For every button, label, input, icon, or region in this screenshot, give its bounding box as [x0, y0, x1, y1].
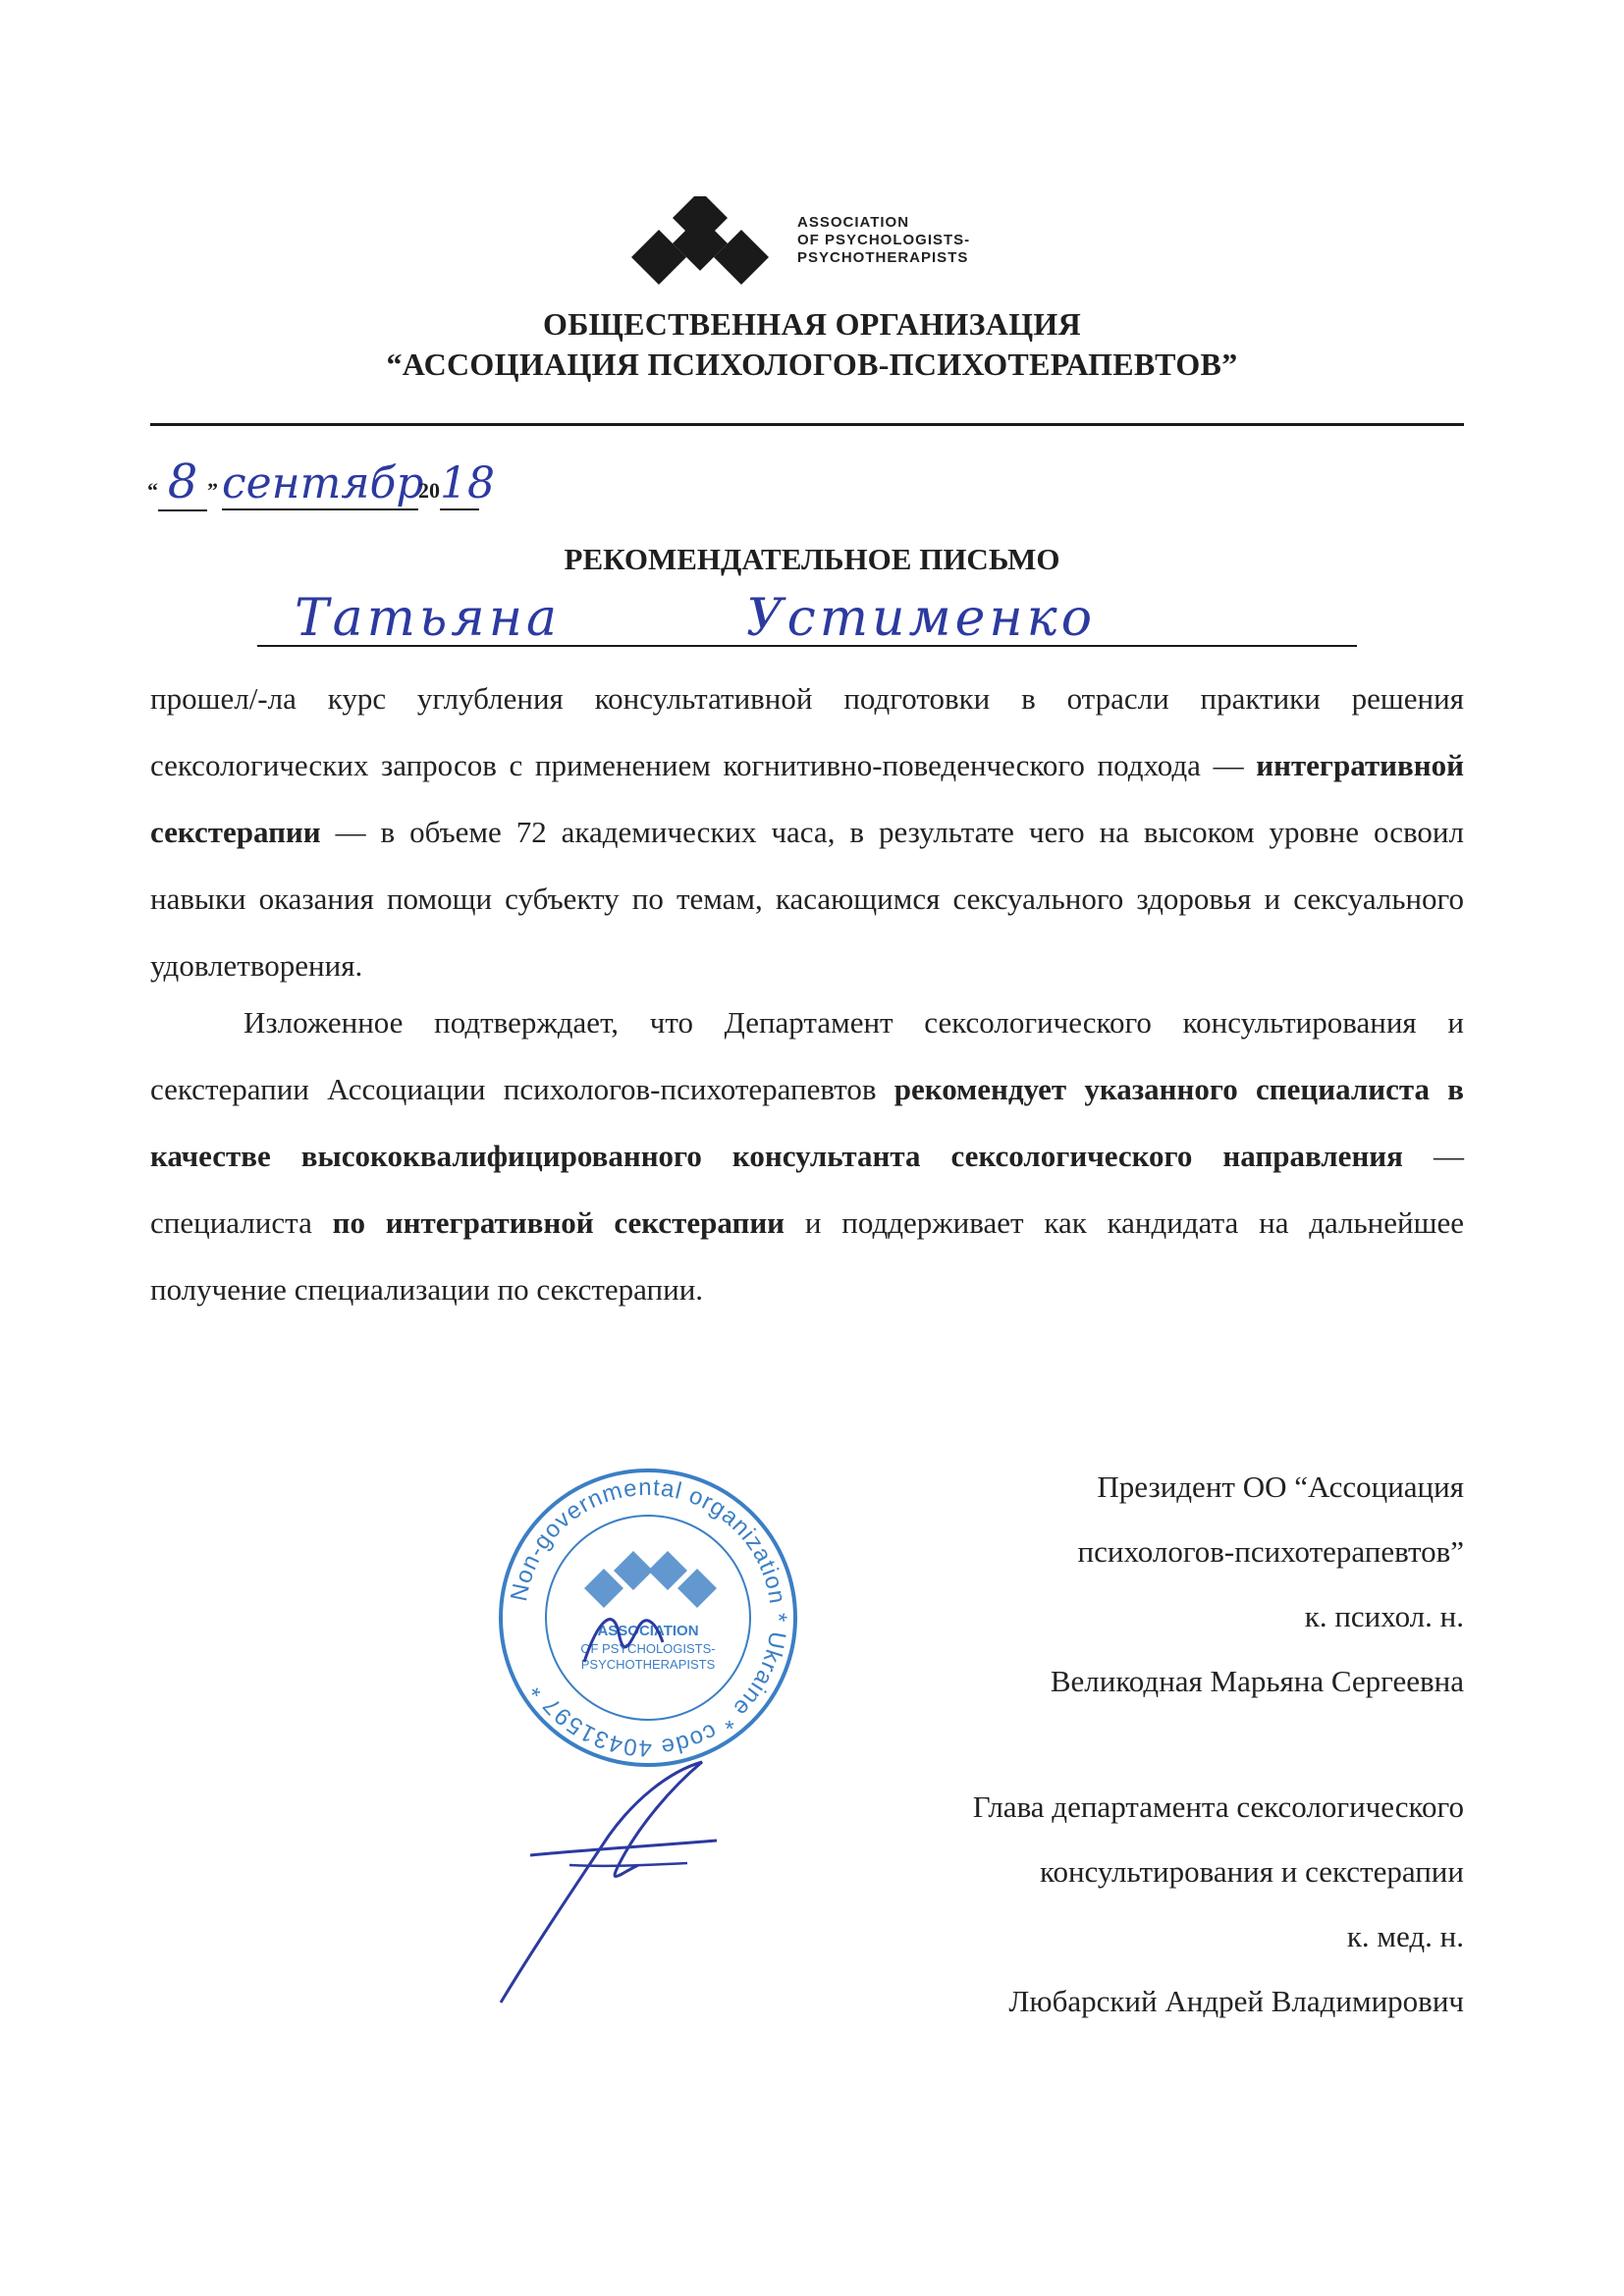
p1-text-b: — в объеме 72 академических часа, в результате чего на высоком уровне освоил навыки оказания помощи субъекту по темам, касающимся сексуального здоровья и сексуального удовлетворения.	[150, 815, 1464, 983]
logo-line-1: ASSOCIATION	[797, 214, 910, 231]
body-paragraph-2	[150, 989, 1464, 1323]
date-close-quote: ”	[207, 478, 218, 503]
date-month: сентябр	[222, 458, 424, 508]
handwritten-signature	[461, 1757, 776, 2012]
recipient-last-name: Устименко	[746, 589, 1096, 648]
p2-bold-1: рекомендует указанного специалиста в качестве высококвалифицированного консультанта сексологического направления	[150, 1072, 1464, 1173]
logo-text	[797, 214, 970, 267]
p1-bold: интегративной секстерапии	[150, 748, 1464, 849]
head-degree: к. мед. н.	[1346, 1919, 1464, 1953]
head-title-line-2: консультирования и секстерапии	[1039, 1854, 1464, 1889]
logo-line-3: PSYCHOTHERAPISTS	[797, 249, 969, 266]
president-signature-block	[1051, 1455, 1464, 1714]
body-paragraph-1	[150, 666, 1464, 999]
date-day: 8	[158, 454, 207, 511]
association-logo-icon	[631, 196, 769, 285]
p2-text-a: Изложенное подтверждает, что Департамент сексологического консультирования и секстерапии Ассоциации психологов-психотерапевтов	[150, 1005, 1464, 1106]
date-line	[147, 454, 495, 513]
date-year-suffix: 18	[440, 458, 495, 508]
head-name: Любарский Андрей Владимирович	[1008, 1984, 1464, 2018]
organization-stamp	[491, 1461, 805, 1775]
org-type-heading: ОБЩЕСТВЕННАЯ ОРГАНИЗАЦИЯ	[543, 306, 1081, 342]
date-year-prefix: 20	[418, 478, 440, 503]
recipient-first-name: Татьяна	[295, 589, 561, 648]
p2-text-c: и поддерживает как кандидата на дальнейшее получение специализации по секстерапии.	[150, 1205, 1464, 1307]
p2-bold-2: по интегративной секстерапии	[332, 1205, 785, 1240]
header-divider	[150, 423, 1464, 426]
org-name-heading: “АССОЦИАЦИЯ ПСИХОЛОГОВ-ПСИХОТЕРАПЕВТОВ”	[386, 347, 1238, 382]
president-title-line-2: психологов-психотерапевтов”	[1077, 1534, 1464, 1569]
document-title: РЕКОМЕНДАТЕЛЬНОЕ ПИСЬМО	[564, 542, 1060, 576]
president-name: Великодная Марьяна Сергеевна	[1050, 1664, 1464, 1698]
date-open-quote: “	[147, 478, 158, 503]
head-title-line-1: Глава департамента сексологического	[972, 1789, 1464, 1824]
president-title-line-1: Президент ОО “Ассоциация	[1097, 1469, 1464, 1504]
stamp-inner-line-1: ASSOCIATION	[597, 1623, 699, 1639]
p1-text-a: прошел/-ла курс углубления консультативной подготовки в отрасли практики решения сексологических запросов с применением когнитивно-поведенческого подхода —	[150, 681, 1464, 782]
stamp-inner-line-3: PSYCHOTHERAPISTS	[580, 1657, 716, 1672]
president-degree: к. психол. н.	[1304, 1599, 1464, 1633]
department-head-signature-block	[973, 1775, 1464, 2034]
stamp-outer-text: Non-governmental organization * Ukraine * code 40431597 *	[506, 1473, 792, 1762]
logo-line-2: OF PSYCHOLOGISTS-	[797, 232, 971, 248]
stamp-inner-line-2: OF PSYCHOLOGISTS-	[580, 1641, 716, 1656]
p2-text-b: — специалиста	[150, 1139, 1464, 1240]
